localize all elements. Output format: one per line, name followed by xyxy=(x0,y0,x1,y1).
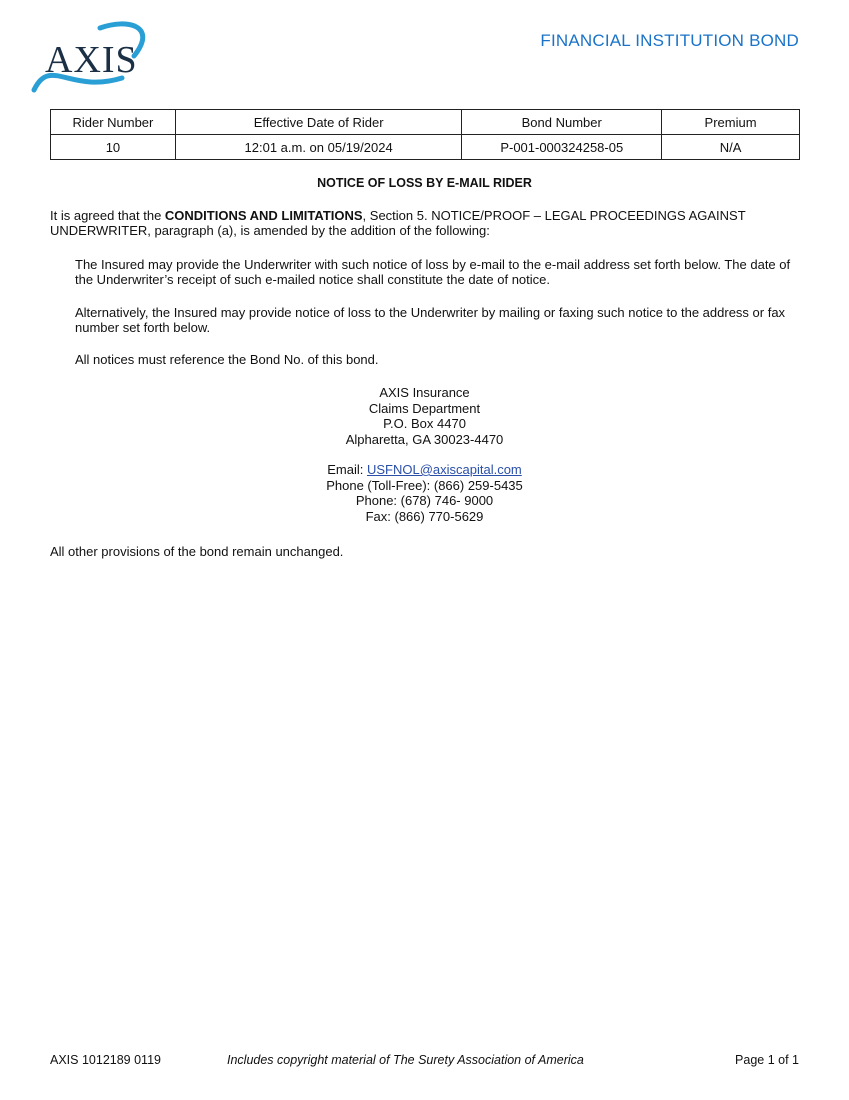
email-notice-paragraph: The Insured may provide the Underwriter with such notice of loss by e-mail to the e-mail address set forth below. The date of the Underwriter’s receipt of such e-mailed notice shall constitute the date of notice. xyxy=(75,257,791,287)
footer-page-number: Page 1 of 1 xyxy=(735,1053,799,1067)
footer-copyright: Includes copyright material of The Surety Association of America xyxy=(227,1053,584,1067)
intro-suffix: , Section 5. NOTICE/PROOF – LEGAL PROCEEDINGS AGAINST UNDERWRITER, paragraph (a), is amended by the addition of the following: xyxy=(50,208,746,238)
intro-paragraph xyxy=(50,208,802,238)
axis-logo xyxy=(30,20,150,98)
phone: Phone: (678) 746- 9000 xyxy=(355,493,494,508)
logo-wordmark: AXIS xyxy=(45,39,138,81)
closing-paragraph: All other provisions of the bond remain unchanged. xyxy=(50,544,344,559)
reference-paragraph: All notices must reference the Bond No. of this bond. xyxy=(75,352,379,367)
cell-premium: N/A xyxy=(662,135,800,160)
intro-bold-term: CONDITIONS AND LIMITATIONS xyxy=(164,208,363,223)
rider-table-header-row xyxy=(51,110,800,135)
rider-table-row xyxy=(51,135,800,160)
col-bond-number: Bond Number xyxy=(462,110,662,135)
cell-rider-number: 10 xyxy=(51,135,176,160)
col-rider-number: Rider Number xyxy=(51,110,176,135)
email-line xyxy=(0,462,849,478)
footer-form-number: AXIS 1012189 0119 xyxy=(50,1053,161,1067)
claims-address-block xyxy=(0,385,849,524)
notice-title: NOTICE OF LOSS BY E-MAIL RIDER xyxy=(317,176,532,190)
cell-effective-date: 12:01 a.m. on 05/19/2024 xyxy=(175,135,462,160)
fax: Fax: (866) 770-5629 xyxy=(365,508,484,524)
address-company: AXIS Insurance xyxy=(379,385,470,400)
email-link[interactable]: USFNOL@axiscapital.com xyxy=(366,462,522,477)
document-title: FINANCIAL INSTITUTION BOND xyxy=(540,31,799,50)
col-premium: Premium xyxy=(662,110,800,135)
email-label: Email: xyxy=(327,462,367,477)
phone-toll-free: Phone (Toll-Free): (866) 259-5435 xyxy=(326,477,523,493)
address-department: Claims Department xyxy=(368,400,481,416)
intro-prefix: It is agreed that the xyxy=(50,208,165,223)
address-po-box: P.O. Box 4470 xyxy=(383,416,466,431)
rider-table xyxy=(50,109,800,160)
alternative-notice-paragraph: Alternatively, the Insured may provide notice of loss to the Underwriter by mailing or faxing such notice to the address or fax number set forth below. xyxy=(75,305,786,335)
col-effective-date: Effective Date of Rider xyxy=(175,110,462,135)
cell-bond-number: P-001-000324258-05 xyxy=(462,135,662,160)
axis-swoosh-icon xyxy=(30,20,150,98)
address-city: Alpharetta, GA 30023-4470 xyxy=(345,431,504,447)
